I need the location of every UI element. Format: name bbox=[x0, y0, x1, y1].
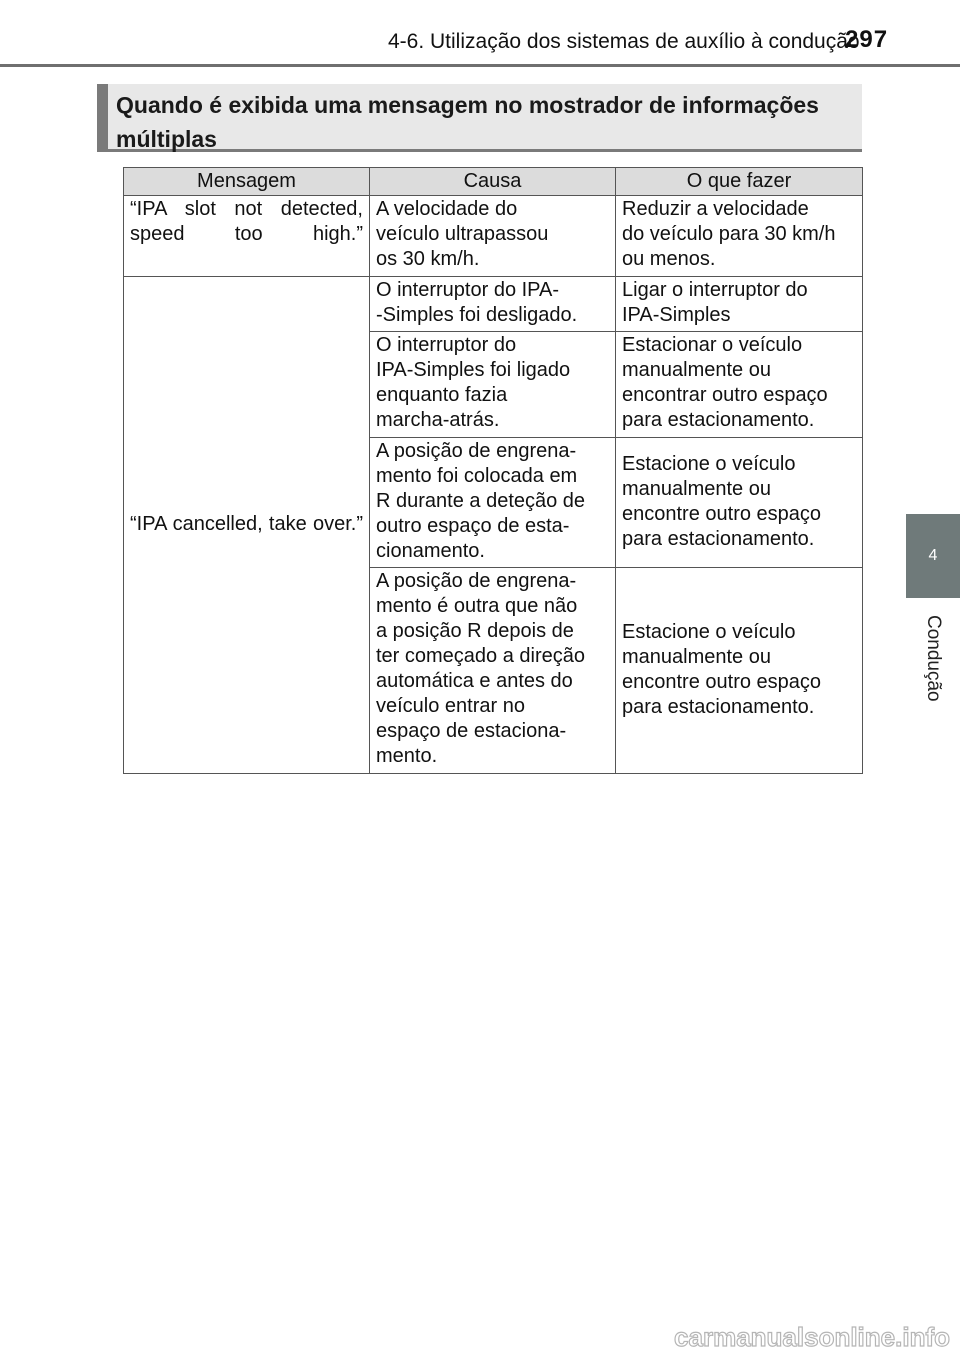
action-cell: Estacionar o veículo manualmente ou encontrar outro espaço para estacionamento. bbox=[616, 332, 863, 438]
page-header bbox=[0, 0, 960, 66]
column-header: Causa bbox=[370, 168, 616, 196]
action-cell: Ligar o interruptor do IPA-Simples bbox=[616, 277, 863, 332]
table-row bbox=[124, 277, 863, 332]
action-cell: Reduzir a velocidade do veículo para 30 km/h ou menos. bbox=[616, 196, 863, 277]
column-header: Mensagem bbox=[124, 168, 370, 196]
messages-table bbox=[123, 167, 863, 774]
chapter-label-box bbox=[906, 598, 960, 718]
section-title: 4-6. Utilização dos sistemas de auxílio à condução bbox=[388, 30, 860, 53]
table-header-row bbox=[124, 168, 863, 196]
chapter-label: Condução bbox=[923, 614, 944, 702]
chapter-tab bbox=[906, 514, 960, 598]
cause-cell: O interruptor do IPA- -Simples foi desligado. bbox=[370, 277, 616, 332]
table-row bbox=[124, 196, 863, 277]
cause-cell: A velocidade do veículo ultrapassou os 30 km/h. bbox=[370, 196, 616, 277]
page-number: 297 bbox=[845, 26, 889, 53]
header-rule bbox=[0, 64, 960, 67]
column-header: O que fazer bbox=[616, 168, 863, 196]
cause-cell: A posição de engrena- mento foi colocada em R durante a deteção de outro espaço de esta- cionamento. bbox=[370, 438, 616, 568]
watermark-text: carmanualsonline.info bbox=[674, 1322, 950, 1352]
action-cell: Estacione o veículo manualmente ou encontre outro espaço para estacionamento. bbox=[616, 438, 863, 568]
section-heading bbox=[97, 84, 862, 152]
action-cell: Estacione o veículo manualmente ou encontre outro espaço para estacionamento. bbox=[616, 568, 863, 774]
chapter-number: 4 bbox=[928, 547, 938, 564]
message-cell: “IPA slot not detected, speed too high.” bbox=[124, 196, 370, 277]
section-heading-text: Quando é exibida uma mensagem no mostrador de informações múltiplas bbox=[116, 92, 819, 152]
message-cell: “IPA cancelled, take over.” bbox=[124, 277, 370, 774]
watermark bbox=[592, 1316, 952, 1356]
cause-cell: A posição de engrena- mento é outra que não a posição R depois de ter começado a direção automática e antes do veículo entrar no espaço de estaciona- mento. bbox=[370, 568, 616, 774]
cause-cell: O interruptor do IPA-Simples foi ligado enquanto fazia marcha-atrás. bbox=[370, 332, 616, 438]
